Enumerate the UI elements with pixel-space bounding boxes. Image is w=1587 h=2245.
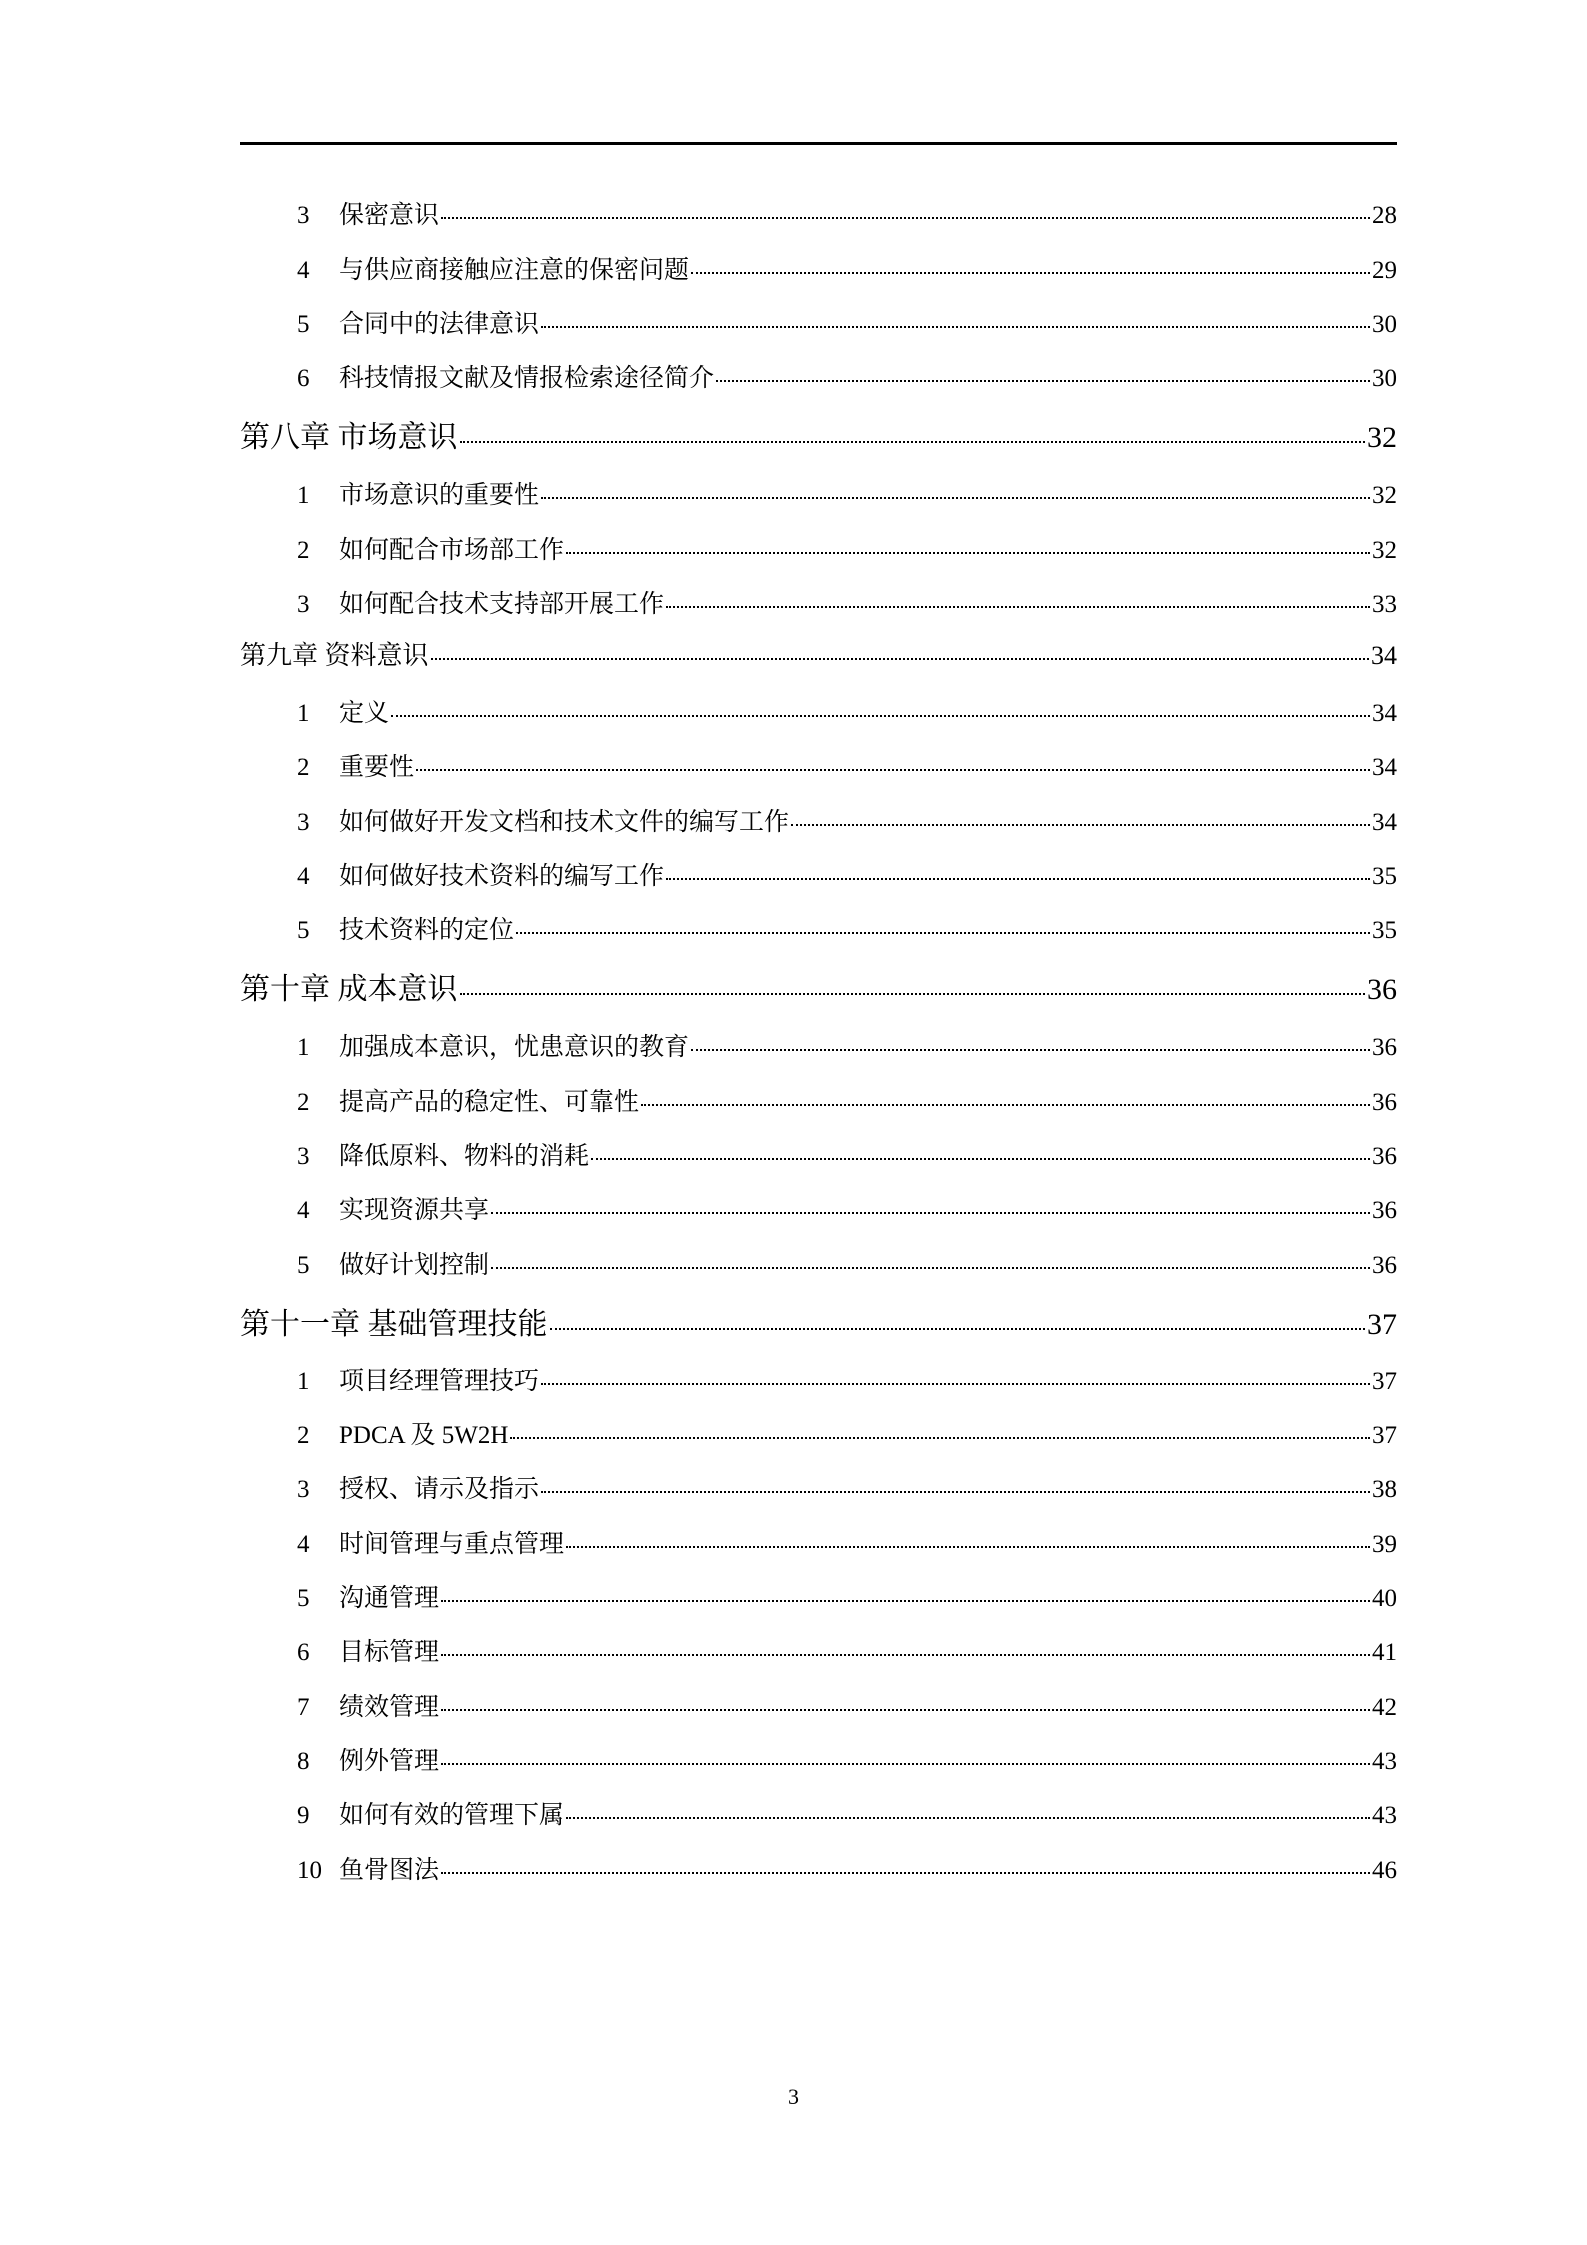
toc-entry-title: 第十一章 基础管理技能 (240, 1308, 548, 1341)
toc-entry-number: 1 (297, 1368, 310, 1395)
toc-entry-number: 1 (297, 482, 310, 509)
toc-entry-title: 沟通管理 (339, 1585, 440, 1612)
toc-section-entry[interactable] (240, 1361, 1397, 1397)
toc-section-entry[interactable] (240, 1687, 1397, 1723)
toc-entry-title: 技术资料的定位 (339, 917, 515, 944)
toc-entry-page: 38 (1372, 1476, 1397, 1503)
toc-chapter-entry[interactable] (240, 635, 1397, 672)
toc-section-entry[interactable] (240, 910, 1397, 946)
toc-entry-number: 4 (297, 1197, 310, 1224)
toc-entry-number: 5 (297, 917, 310, 944)
dot-leader (516, 932, 1370, 934)
toc-entry-title: 提高产品的稳定性、可靠性 (339, 1089, 640, 1116)
dot-leader (566, 1546, 1370, 1548)
dot-leader (441, 1872, 1370, 1874)
dot-leader (566, 1817, 1370, 1819)
dot-leader (460, 993, 1366, 995)
dot-leader (441, 217, 1370, 219)
toc-entry-title: 科技情报文献及情报检索途径简介 (339, 365, 715, 392)
toc-entry-number: 3 (297, 1476, 310, 1503)
dot-leader (541, 1491, 1370, 1493)
toc-entry-title: 实现资源共享 (339, 1197, 490, 1224)
toc-chapter-entry[interactable] (240, 964, 1397, 1008)
toc-entry-number: 7 (297, 1694, 310, 1721)
toc-entry-title: 降低原料、物料的消耗 (339, 1143, 590, 1170)
toc-entry-page: 36 (1367, 973, 1397, 1006)
toc-entry-number: 5 (297, 311, 310, 338)
toc-entry-page: 36 (1372, 1252, 1397, 1279)
toc-entry-title: 如何做好技术资料的编写工作 (339, 863, 665, 890)
toc-entry-page: 36 (1372, 1197, 1397, 1224)
toc-section-entry[interactable] (240, 1027, 1397, 1063)
dot-leader (691, 272, 1370, 274)
dot-leader (416, 769, 1370, 771)
toc-entry-page: 33 (1372, 591, 1397, 618)
toc-section-entry[interactable] (240, 693, 1397, 729)
dot-leader (391, 715, 1370, 717)
toc-entry-title: 合同中的法律意识 (339, 311, 540, 338)
toc-entry-number: 4 (297, 1531, 310, 1558)
toc-entry-page: 35 (1372, 863, 1397, 890)
dot-leader (441, 1763, 1370, 1765)
toc-entry-title: 时间管理与重点管理 (339, 1531, 565, 1558)
toc-entry-number: 3 (297, 1143, 310, 1170)
toc-entry-title: 市场意识的重要性 (339, 482, 540, 509)
toc-section-entry[interactable] (240, 1795, 1397, 1831)
toc-section-entry[interactable] (240, 358, 1397, 394)
toc-entry-page: 32 (1372, 537, 1397, 564)
toc-chapter-entry[interactable] (240, 412, 1397, 456)
toc-entry-page: 34 (1372, 700, 1397, 727)
toc-entry-page: 36 (1372, 1089, 1397, 1116)
toc-entry-page: 43 (1372, 1748, 1397, 1775)
toc-section-entry[interactable] (240, 1850, 1397, 1886)
toc-entry-number: 9 (297, 1802, 310, 1829)
toc-entry-page: 46 (1372, 1857, 1397, 1884)
toc-entry-title: PDCA 及 5W2H (339, 1422, 509, 1449)
toc-section-entry[interactable] (240, 1741, 1397, 1777)
toc-entry-number: 6 (297, 365, 310, 392)
toc-entry-title: 定义 (339, 700, 390, 727)
toc-entry-title: 加强成本意识，忧患意识的教育 (339, 1034, 690, 1061)
toc-entry-number: 10 (297, 1857, 322, 1884)
toc-entry-page: 34 (1371, 641, 1397, 670)
toc-entry-title: 如何配合市场部工作 (339, 537, 565, 564)
toc-chapter-entry[interactable] (240, 1299, 1397, 1343)
dot-leader (491, 1267, 1370, 1269)
toc-section-entry[interactable] (240, 195, 1397, 231)
toc-entry-number: 3 (297, 809, 310, 836)
toc-entry-title: 如何有效的管理下属 (339, 1802, 565, 1829)
toc-entry-number: 3 (297, 202, 310, 229)
toc-section-entry[interactable] (240, 584, 1397, 620)
toc-entry-title: 第十章 成本意识 (240, 973, 458, 1006)
dot-leader (431, 658, 1369, 660)
dot-leader (441, 1709, 1370, 1711)
toc-section-entry[interactable] (240, 1245, 1397, 1281)
toc-entry-number: 2 (297, 754, 310, 781)
toc-section-entry[interactable] (240, 1632, 1397, 1668)
toc-entry-number: 2 (297, 537, 310, 564)
toc-section-entry[interactable] (240, 1136, 1397, 1172)
dot-leader (491, 1212, 1370, 1214)
dot-leader (541, 1383, 1370, 1385)
toc-section-entry[interactable] (240, 475, 1397, 511)
toc-entry-number: 5 (297, 1585, 310, 1612)
toc-entry-title: 保密意识 (339, 202, 440, 229)
dot-leader (441, 1654, 1370, 1656)
toc-entry-title: 第九章 资料意识 (240, 641, 429, 670)
toc-entry-page: 35 (1372, 917, 1397, 944)
toc-entry-page: 37 (1372, 1422, 1397, 1449)
toc-section-entry[interactable] (240, 530, 1397, 566)
toc-entry-title: 授权、请示及指示 (339, 1476, 540, 1503)
header-rule (240, 142, 1397, 145)
toc-section-entry[interactable] (240, 856, 1397, 892)
toc-entry-page: 41 (1372, 1639, 1397, 1666)
toc-section-entry[interactable] (240, 1190, 1397, 1226)
toc-entry-page: 28 (1372, 202, 1397, 229)
toc-entry-page: 40 (1372, 1585, 1397, 1612)
toc-entry-page: 32 (1367, 421, 1397, 454)
toc-entry-number: 1 (297, 700, 310, 727)
toc-entry-number: 3 (297, 591, 310, 618)
toc-entry-number: 2 (297, 1422, 310, 1449)
dot-leader (666, 606, 1370, 608)
toc-entry-title: 如何做好开发文档和技术文件的编写工作 (339, 809, 790, 836)
toc-entry-title: 第八章 市场意识 (240, 421, 458, 454)
toc-entry-number: 1 (297, 1034, 310, 1061)
toc-entry-page: 29 (1372, 257, 1397, 284)
dot-leader (641, 1104, 1370, 1106)
dot-leader (791, 824, 1370, 826)
dot-leader (460, 441, 1366, 443)
toc-section-entry[interactable] (240, 747, 1397, 783)
toc-entry-page: 42 (1372, 1694, 1397, 1721)
toc-section-entry[interactable] (240, 1524, 1397, 1560)
dot-leader (541, 326, 1370, 328)
toc-entry-title: 例外管理 (339, 1748, 440, 1775)
toc-entry-page: 39 (1372, 1531, 1397, 1558)
toc-section-entry[interactable] (240, 1082, 1397, 1118)
toc-entry-page: 36 (1372, 1143, 1397, 1170)
dot-leader (716, 380, 1370, 382)
toc-entry-page: 37 (1367, 1308, 1397, 1341)
toc-entry-page: 34 (1372, 809, 1397, 836)
toc-section-entry[interactable] (240, 1578, 1397, 1614)
toc-entry-title: 项目经理管理技巧 (339, 1368, 540, 1395)
toc-entry-number: 4 (297, 863, 310, 890)
dot-leader (541, 497, 1370, 499)
toc-entry-title: 目标管理 (339, 1639, 440, 1666)
toc-entry-page: 30 (1372, 365, 1397, 392)
page-number: 3 (788, 2084, 799, 2109)
toc-section-entry[interactable] (240, 1415, 1397, 1451)
toc-section-entry[interactable] (240, 802, 1397, 838)
toc-entry-page: 34 (1372, 754, 1397, 781)
toc-section-entry[interactable] (240, 304, 1397, 340)
toc-entry-page: 43 (1372, 1802, 1397, 1829)
toc-entry-number: 4 (297, 257, 310, 284)
dot-leader (691, 1049, 1370, 1051)
toc-entry-number: 2 (297, 1089, 310, 1116)
dot-leader (441, 1600, 1370, 1602)
toc-entry-page: 32 (1372, 482, 1397, 509)
toc-entry-title: 做好计划控制 (339, 1252, 490, 1279)
toc-entry-title: 鱼骨图法 (339, 1857, 440, 1884)
toc-entry-page: 36 (1372, 1034, 1397, 1061)
toc-entry-number: 5 (297, 1252, 310, 1279)
toc-entry-title: 与供应商接触应注意的保密问题 (339, 257, 690, 284)
toc-section-entry[interactable] (240, 250, 1397, 286)
dot-leader (510, 1437, 1370, 1439)
dot-leader (591, 1158, 1370, 1160)
dot-leader (550, 1328, 1366, 1330)
toc-entry-title: 重要性 (339, 754, 415, 781)
toc-entry-page: 37 (1372, 1368, 1397, 1395)
dot-leader (666, 878, 1370, 880)
toc-entry-title: 如何配合技术支持部开展工作 (339, 591, 665, 618)
toc-entry-number: 8 (297, 1748, 310, 1775)
toc-entry-page: 30 (1372, 311, 1397, 338)
toc-entry-title: 绩效管理 (339, 1694, 440, 1721)
dot-leader (566, 552, 1370, 554)
toc-section-entry[interactable] (240, 1469, 1397, 1505)
toc-entry-number: 6 (297, 1639, 310, 1666)
